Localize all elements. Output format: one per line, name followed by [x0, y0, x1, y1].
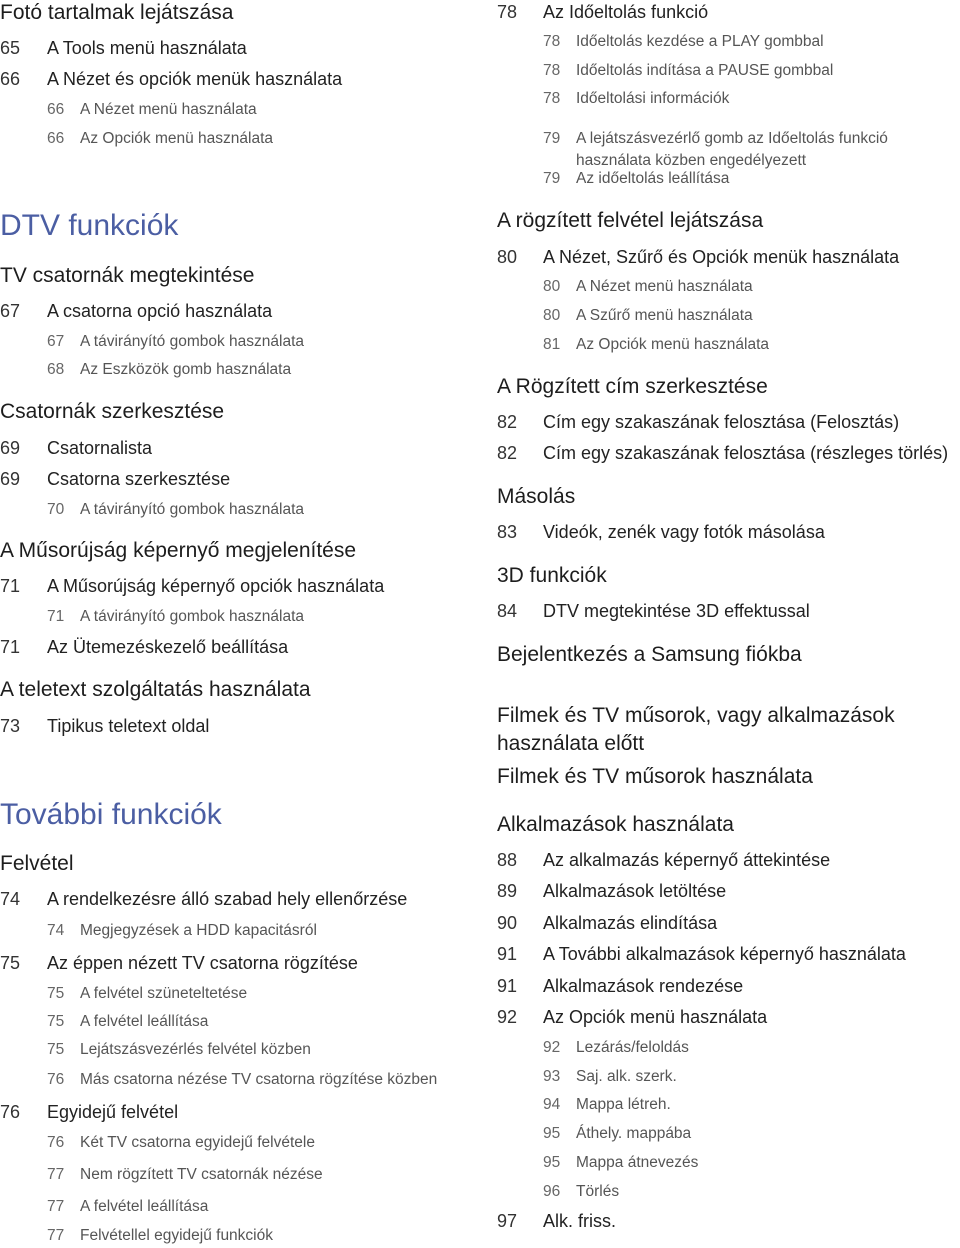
toc-subentry	[0, 1165, 323, 1185]
toc-subentry	[0, 100, 257, 120]
toc-entry	[0, 467, 230, 491]
page-number: 66	[47, 130, 65, 147]
entry-title: A Nézet és opciók menük használata	[47, 69, 343, 89]
page-number: 75	[0, 953, 21, 973]
toc-entry	[497, 0, 708, 24]
toc-subentry	[0, 984, 247, 1004]
toc-subentry	[0, 360, 291, 380]
page-number: 81	[543, 336, 561, 353]
page-number: 76	[47, 1071, 65, 1088]
entry-title: Törlés	[576, 1183, 620, 1200]
section-heading: Filmek és TV műsorok, vagy alkalmazások használata előtt	[497, 704, 895, 755]
section-heading: A Rögzített cím szerkesztése	[497, 375, 768, 398]
page-number: 79	[543, 130, 561, 147]
toc-subentry	[497, 169, 729, 189]
chapter-title: További funkciók	[0, 798, 222, 831]
entry-title: Időeltolás indítása a PAUSE gombbal	[576, 62, 834, 79]
page-number: 67	[47, 333, 65, 350]
toc-subentry	[0, 607, 304, 627]
page-number: 93	[543, 1068, 561, 1085]
entry-title: A távirányító gombok használata	[80, 608, 305, 625]
toc-subentry	[0, 921, 317, 941]
page-number: 69	[0, 469, 21, 489]
page-number: 78	[543, 90, 561, 107]
toc-subentry	[497, 32, 824, 52]
entry-title: A Nézet, Szűrő és Opciók menük használata	[543, 247, 900, 267]
page-number: 82	[497, 443, 518, 463]
page-number: 80	[543, 307, 561, 324]
page-number: 97	[497, 1211, 518, 1231]
entry-title: Felvétellel egyidejű funkciók	[80, 1227, 273, 1244]
entry-title: Az időeltolás leállítása	[576, 170, 730, 187]
entry-title: A csatorna opció használata	[47, 301, 273, 321]
page-number: 78	[543, 33, 561, 50]
entry-title: Az éppen nézett TV csatorna rögzítése	[47, 953, 358, 973]
toc-subentry	[497, 128, 936, 172]
toc-entry	[497, 911, 717, 935]
entry-title: A Műsorújság képernyő opciók használata	[47, 576, 385, 596]
entry-title: Saj. alk. szerk.	[576, 1068, 677, 1085]
page-number: 70	[47, 501, 65, 518]
page-number: 67	[0, 301, 21, 321]
entry-title: Megjegyzések a HDD kapacitásról	[80, 922, 317, 939]
page-number: 74	[47, 922, 65, 939]
page-number: 82	[497, 412, 518, 432]
toc-subentry	[497, 335, 769, 355]
toc-entry	[497, 974, 743, 998]
page-number: 75	[47, 1013, 65, 1030]
toc-entry	[0, 951, 358, 975]
entry-title: Az Időeltolás funkció	[543, 2, 709, 22]
toc-subentry	[497, 1153, 698, 1173]
page-number: 91	[497, 976, 518, 996]
toc-subentry	[0, 1133, 315, 1153]
toc-subentry	[0, 1012, 208, 1032]
section-heading: A rögzített felvétel lejátszása	[497, 209, 764, 232]
section-heading: Filmek és TV műsorok használata	[497, 765, 813, 788]
page-number: 78	[543, 62, 561, 79]
entry-title: Mappa átnevezés	[576, 1154, 699, 1171]
toc-subentry	[497, 61, 833, 81]
entry-title: Más csatorna nézése TV csatorna rögzítése közben	[80, 1071, 438, 1088]
entry-title: A felvétel szüneteltetése	[80, 985, 248, 1002]
entry-title: Egyidejű felvétel	[47, 1102, 179, 1122]
toc-subentry	[0, 1226, 273, 1246]
toc-entry	[0, 635, 288, 659]
entry-title: Az Ütemezéskezelő beállítása	[47, 637, 289, 657]
entry-title: A További alkalmazások képernyő használata	[543, 944, 906, 964]
entry-title: Alkalmazások rendezése	[543, 976, 744, 996]
toc-entry	[497, 441, 948, 465]
entry-title: Lejátszásvezérlés felvétel közben	[80, 1041, 311, 1058]
entry-title: A rendelkezésre álló szabad hely ellenőrzése	[47, 889, 408, 909]
page-number: 76	[0, 1102, 21, 1122]
toc-entry	[0, 574, 384, 598]
toc-subentry	[0, 332, 304, 352]
page-number: 84	[497, 601, 518, 621]
toc-subentry	[497, 1124, 691, 1144]
section-heading: Felvétel	[0, 852, 74, 875]
entry-title: A Nézet menü használata	[80, 101, 257, 118]
page-number: 71	[0, 637, 21, 657]
page-number: 83	[497, 522, 518, 542]
page-number: 77	[47, 1227, 65, 1244]
page-number: 73	[0, 716, 21, 736]
section-heading: A Műsorújság képernyő megjelenítése	[0, 539, 357, 562]
page-number: 91	[497, 944, 518, 964]
section-heading: 3D funkciók	[497, 564, 607, 587]
entry-title: Időeltolás kezdése a PLAY gombbal	[576, 33, 824, 50]
toc-entry	[0, 887, 407, 911]
entry-title: A Nézet menü használata	[576, 278, 753, 295]
toc-subentry	[497, 1095, 671, 1115]
toc-entry	[497, 942, 906, 966]
entry-title: Az Opciók menü használata	[80, 130, 273, 147]
entry-title: Áthely. mappába	[576, 1125, 692, 1142]
toc-subentry	[497, 1038, 689, 1058]
entry-title: Az Opciók menü használata	[576, 336, 769, 353]
toc-subentry	[497, 306, 753, 326]
page-number: 78	[497, 2, 518, 22]
toc-subentry	[497, 277, 753, 297]
toc-entry	[497, 599, 810, 623]
toc-entry	[497, 879, 726, 903]
entry-title: Nem rögzített TV csatornák nézése	[80, 1166, 323, 1183]
entry-title: Mappa létreh.	[576, 1096, 671, 1113]
entry-title: A lejátszásvezérlő gomb az Időeltolás funkció használata közben engedélyezett	[576, 130, 888, 169]
page-number: 92	[543, 1039, 561, 1056]
entry-title: Cím egy szakaszának felosztása (Felosztás)	[543, 412, 900, 432]
page-number: 65	[0, 38, 21, 58]
entry-title: Alkalmazás elindítása	[543, 913, 718, 933]
toc-subentry	[0, 1040, 311, 1060]
section-heading: Bejelentkezés a Samsung fiókba	[497, 643, 802, 666]
toc-entry	[497, 245, 899, 269]
entry-title: Az Eszközök gomb használata	[80, 361, 292, 378]
toc-subentry	[0, 129, 273, 149]
page-number: 76	[47, 1134, 65, 1151]
toc-entry	[0, 299, 272, 323]
entry-title: A Szűrő menü használata	[576, 307, 753, 324]
entry-title: A Tools menü használata	[47, 38, 247, 58]
toc-entry	[497, 848, 830, 872]
chapter-title: DTV funkciók	[0, 209, 179, 242]
toc-subentry	[497, 89, 729, 109]
toc-entry	[497, 1005, 767, 1029]
page-number: 77	[47, 1198, 65, 1215]
toc-entry	[0, 1100, 178, 1124]
page-number: 88	[497, 850, 518, 870]
entry-title: Csatorna szerkesztése	[47, 469, 231, 489]
toc-subentry	[497, 1182, 619, 1202]
page-number: 89	[497, 881, 518, 901]
page-number: 74	[0, 889, 21, 909]
toc-entry	[0, 67, 342, 91]
page-number: 66	[47, 101, 65, 118]
entry-title: Időeltolási információk	[576, 90, 730, 107]
toc-entry	[497, 520, 825, 544]
toc-entry	[497, 1209, 616, 1233]
entry-title: DTV megtekintése 3D effektussal	[543, 601, 810, 621]
entry-title: A felvétel leállítása	[80, 1013, 209, 1030]
entry-title: A távirányító gombok használata	[80, 501, 305, 518]
entry-title: Az alkalmazás képernyő áttekintése	[543, 850, 831, 870]
toc-entry	[0, 36, 247, 60]
entry-title: Csatornalista	[47, 438, 153, 458]
entry-title: A felvétel leállítása	[80, 1198, 209, 1215]
toc-entry	[497, 410, 899, 434]
page-number: 96	[543, 1183, 561, 1200]
toc-entry	[0, 436, 152, 460]
toc-subentry	[0, 500, 304, 520]
page-number: 69	[0, 438, 21, 458]
section-heading: Csatornák szerkesztése	[0, 400, 225, 423]
page-number: 95	[543, 1125, 561, 1142]
page-number: 75	[47, 1041, 65, 1058]
entry-title: A távirányító gombok használata	[80, 333, 305, 350]
entry-title: Az Opciók menü használata	[543, 1007, 768, 1027]
page-number: 71	[47, 608, 65, 625]
page-number: 92	[497, 1007, 518, 1027]
page-number: 75	[47, 985, 65, 1002]
page-number: 71	[0, 576, 21, 596]
entry-title: Alk. friss.	[543, 1211, 617, 1231]
toc-subentry	[0, 1197, 208, 1217]
entry-title: Két TV csatorna egyidejű felvétele	[80, 1134, 315, 1151]
entry-title: Videók, zenék vagy fotók másolása	[543, 522, 825, 542]
page-number: 68	[47, 361, 65, 378]
page-number: 90	[497, 913, 518, 933]
entry-title: Tipikus teletext oldal	[47, 716, 210, 736]
entry-title: Lezárás/feloldás	[576, 1039, 689, 1056]
entry-title: Cím egy szakaszának felosztása (részleges törlés)	[543, 443, 949, 463]
section-heading: TV csatornák megtekintése	[0, 264, 255, 287]
page-number: 94	[543, 1096, 561, 1113]
toc-subentry	[0, 1070, 437, 1090]
page-number: 66	[0, 69, 21, 89]
page-number: 80	[497, 247, 518, 267]
page-number: 77	[47, 1166, 65, 1183]
page-number: 79	[543, 170, 561, 187]
toc-entry	[0, 714, 209, 738]
page-number: 95	[543, 1154, 561, 1171]
entry-title: Alkalmazások letöltése	[543, 881, 727, 901]
section-heading: A teletext szolgáltatás használata	[0, 678, 311, 701]
toc-subentry	[497, 1067, 677, 1087]
section-heading: Alkalmazások használata	[497, 813, 734, 836]
page-number: 80	[543, 278, 561, 295]
section-heading: Fotó tartalmak lejátszása	[0, 1, 234, 24]
section-heading: Másolás	[497, 485, 576, 508]
